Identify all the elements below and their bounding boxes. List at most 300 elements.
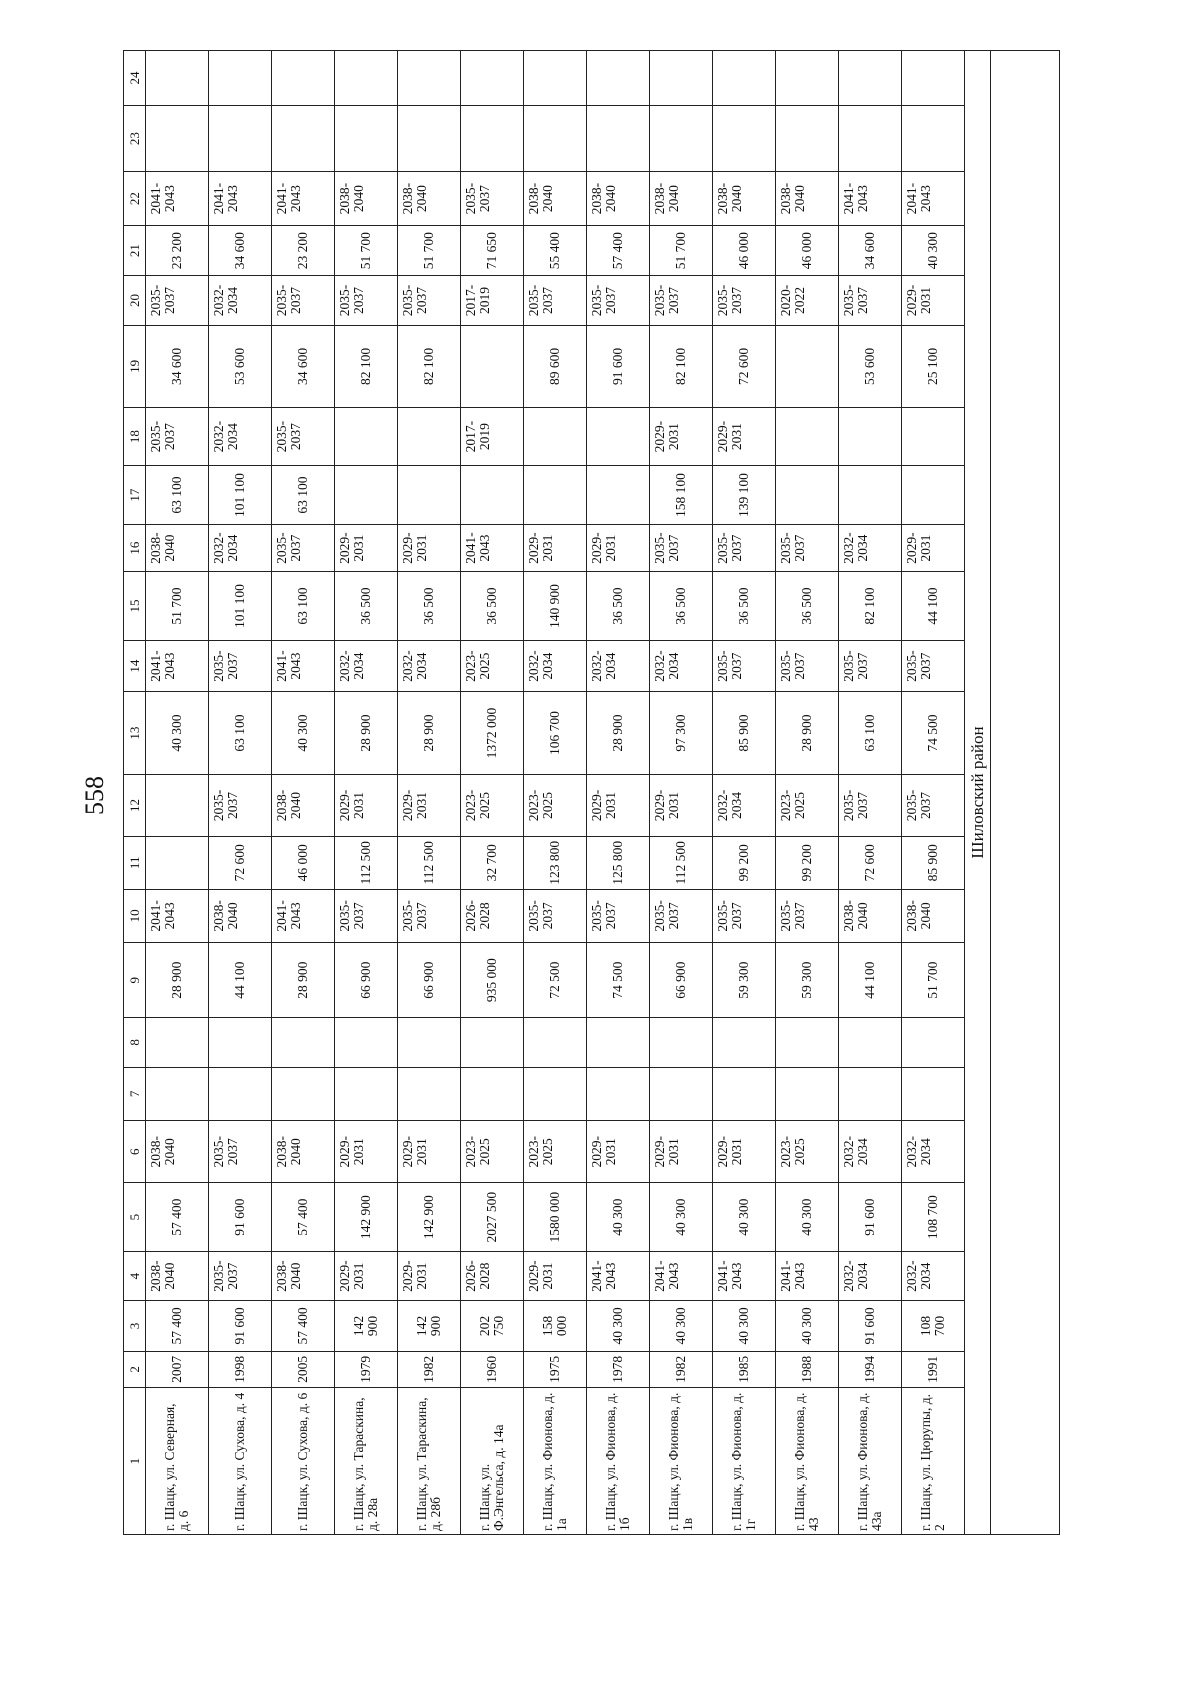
- column-number-5: 5: [124, 1183, 146, 1252]
- amount-cell: 55 400: [524, 225, 587, 275]
- year-cell: 1988: [776, 1351, 839, 1387]
- amount-cell: [335, 466, 398, 525]
- period-cell: 2035-2037: [587, 276, 650, 325]
- amount-cell: 82 100: [839, 572, 902, 641]
- period-cell: 2041-2043: [650, 1251, 713, 1300]
- period-cell: 2035-2037: [524, 889, 587, 943]
- period-cell: [839, 1018, 902, 1067]
- amount-cell: 40 300: [776, 1301, 839, 1351]
- amount-cell: 91 600: [587, 325, 650, 408]
- period-cell: 2032-2034: [209, 276, 272, 325]
- period-cell: 2029-2031: [650, 774, 713, 836]
- amount-cell: 82 100: [398, 325, 461, 408]
- amount-cell: [335, 105, 398, 171]
- period-cell: 2035-2037: [713, 889, 776, 943]
- period-cell: 2035-2037: [272, 525, 335, 572]
- amount-cell: 28 900: [146, 943, 209, 1018]
- amount-cell: 40 300: [713, 1301, 776, 1351]
- period-cell: 2032-2034: [587, 640, 650, 691]
- amount-cell: 63 100: [209, 692, 272, 775]
- address-cell: г. Шацк, ул. Фионова, д. 43а: [839, 1388, 902, 1535]
- period-cell: 2035-2037: [650, 276, 713, 325]
- period-cell: 2035-2037: [902, 640, 965, 691]
- period-cell: 2035-2037: [209, 774, 272, 836]
- period-cell: 2035-2037: [146, 276, 209, 325]
- period-cell: 2038-2040: [398, 172, 461, 226]
- amount-cell: 89 600: [524, 325, 587, 408]
- amount-cell: 36 500: [398, 572, 461, 641]
- period-cell: 2020-2022: [776, 276, 839, 325]
- period-cell: 2023-2025: [461, 1121, 524, 1183]
- amount-cell: 51 700: [650, 225, 713, 275]
- amount-cell: 202 750: [461, 1301, 524, 1351]
- period-cell: [209, 1018, 272, 1067]
- year-cell: 1994: [839, 1351, 902, 1387]
- amount-cell: 57 400: [272, 1183, 335, 1252]
- address-cell: г. Шацк, ул. Северная, д. 6: [146, 1388, 209, 1535]
- amount-cell: 63 100: [839, 692, 902, 775]
- period-cell: 2017-2019: [461, 276, 524, 325]
- period-cell: 2035-2037: [146, 408, 209, 466]
- amount-cell: 51 700: [902, 943, 965, 1018]
- column-number-11: 11: [124, 837, 146, 890]
- period-cell: 2035-2037: [587, 889, 650, 943]
- period-cell: [839, 51, 902, 106]
- year-cell: 1979: [335, 1351, 398, 1387]
- period-cell: 2035-2037: [650, 525, 713, 572]
- amount-cell: [839, 1067, 902, 1121]
- amount-cell: 44 100: [902, 572, 965, 641]
- period-cell: 2029-2031: [650, 408, 713, 466]
- address-cell: г. Шацк, ул. Фионова, д. 1б: [587, 1388, 650, 1535]
- amount-cell: 85 900: [713, 692, 776, 775]
- amount-cell: 99 200: [713, 837, 776, 890]
- period-cell: 2029-2031: [713, 408, 776, 466]
- amount-cell: 106 700: [524, 692, 587, 775]
- table-body: [124, 51, 1060, 1535]
- table-row: [524, 51, 587, 1535]
- amount-cell: 53 600: [839, 325, 902, 408]
- period-cell: 2035-2037: [524, 276, 587, 325]
- period-cell: 2035-2037: [713, 640, 776, 691]
- amount-cell: 40 300: [650, 1301, 713, 1351]
- period-cell: 2038-2040: [272, 1251, 335, 1300]
- period-cell: [524, 51, 587, 106]
- period-cell: 2038-2040: [146, 525, 209, 572]
- period-cell: 2032-2034: [335, 640, 398, 691]
- period-cell: 2035-2037: [335, 276, 398, 325]
- column-number-7: 7: [124, 1067, 146, 1121]
- amount-cell: 23 200: [272, 225, 335, 275]
- period-cell: 2029-2031: [398, 525, 461, 572]
- period-cell: 2038-2040: [650, 172, 713, 226]
- table-row: [335, 51, 398, 1535]
- period-cell: 2038-2040: [713, 172, 776, 226]
- amount-cell: 40 300: [146, 692, 209, 775]
- amount-cell: 40 300: [776, 1183, 839, 1252]
- amount-cell: 36 500: [776, 572, 839, 641]
- period-cell: [902, 408, 965, 466]
- period-cell: 2032-2034: [524, 640, 587, 691]
- amount-cell: [839, 105, 902, 171]
- amount-cell: 40 300: [587, 1183, 650, 1252]
- amount-cell: 142 900: [398, 1301, 461, 1351]
- amount-cell: [461, 1067, 524, 1121]
- column-number-16: 16: [124, 525, 146, 572]
- period-cell: 2041-2043: [587, 1251, 650, 1300]
- column-number-2: 2: [124, 1351, 146, 1387]
- amount-cell: 72 600: [839, 837, 902, 890]
- amount-cell: [902, 105, 965, 171]
- address-cell: г. Шацк, ул. Сухова, д. 6: [272, 1388, 335, 1535]
- year-cell: 1978: [587, 1351, 650, 1387]
- year-cell: 1982: [650, 1351, 713, 1387]
- period-cell: 2035-2037: [398, 276, 461, 325]
- period-cell: [587, 1018, 650, 1067]
- amount-cell: 36 500: [713, 572, 776, 641]
- amount-cell: [461, 466, 524, 525]
- amount-cell: 101 100: [209, 572, 272, 641]
- period-cell: 2035-2037: [902, 774, 965, 836]
- period-cell: 2038-2040: [902, 889, 965, 943]
- amount-cell: 2027 500: [461, 1183, 524, 1252]
- amount-cell: 91 600: [209, 1301, 272, 1351]
- amount-cell: 91 600: [839, 1301, 902, 1351]
- period-cell: 2029-2031: [398, 1251, 461, 1300]
- period-cell: 2041-2043: [146, 640, 209, 691]
- amount-cell: 63 100: [146, 466, 209, 525]
- period-cell: [650, 51, 713, 106]
- period-cell: 2032-2034: [839, 1251, 902, 1300]
- period-cell: 2038-2040: [146, 1251, 209, 1300]
- column-number-8: 8: [124, 1018, 146, 1067]
- amount-cell: 74 500: [902, 692, 965, 775]
- address-cell: г. Шацк, ул. Тараскина, д. 28б: [398, 1388, 461, 1535]
- period-cell: 2041-2043: [209, 172, 272, 226]
- period-cell: 2032-2034: [398, 640, 461, 691]
- empty-row: [991, 51, 1060, 1535]
- amount-cell: [713, 105, 776, 171]
- amount-cell: 36 500: [587, 572, 650, 641]
- amount-cell: [587, 105, 650, 171]
- amount-cell: 51 700: [398, 225, 461, 275]
- period-cell: [461, 51, 524, 106]
- amount-cell: 123 800: [524, 837, 587, 890]
- period-cell: 2035-2037: [776, 525, 839, 572]
- period-cell: 2041-2043: [713, 1251, 776, 1300]
- amount-cell: [776, 325, 839, 408]
- period-cell: 2032-2034: [209, 525, 272, 572]
- amount-cell: 85 900: [902, 837, 965, 890]
- period-cell: 2038-2040: [209, 889, 272, 943]
- period-cell: 2029-2031: [713, 1121, 776, 1183]
- amount-cell: 72 600: [209, 837, 272, 890]
- amount-cell: [902, 1067, 965, 1121]
- period-cell: 2035-2037: [209, 1121, 272, 1183]
- period-cell: [272, 1018, 335, 1067]
- period-cell: [209, 51, 272, 106]
- amount-cell: 59 300: [713, 943, 776, 1018]
- empty-cell: [991, 51, 1060, 1535]
- amount-cell: 44 100: [839, 943, 902, 1018]
- amount-cell: 57 400: [146, 1301, 209, 1351]
- table-row: [461, 51, 524, 1535]
- period-cell: 2041-2043: [272, 172, 335, 226]
- column-number-15: 15: [124, 572, 146, 641]
- table-row: [587, 51, 650, 1535]
- amount-cell: 91 600: [839, 1183, 902, 1252]
- amount-cell: 28 900: [398, 692, 461, 775]
- table-row: [398, 51, 461, 1535]
- district-label: Шиловский район: [965, 51, 991, 1535]
- amount-cell: 36 500: [335, 572, 398, 641]
- column-number-4: 4: [124, 1251, 146, 1300]
- period-cell: 2026-2028: [461, 889, 524, 943]
- amount-cell: 51 700: [335, 225, 398, 275]
- amount-cell: 140 900: [524, 572, 587, 641]
- period-cell: [146, 51, 209, 106]
- amount-cell: 66 900: [335, 943, 398, 1018]
- period-cell: 2041-2043: [146, 889, 209, 943]
- period-cell: 2035-2037: [776, 640, 839, 691]
- period-cell: 2029-2031: [587, 525, 650, 572]
- period-cell: 2032-2034: [650, 640, 713, 691]
- period-cell: [398, 51, 461, 106]
- address-cell: г. Шацк, ул. Фионова, д. 1в: [650, 1388, 713, 1535]
- amount-cell: 46 000: [713, 225, 776, 275]
- period-cell: 2041-2043: [146, 172, 209, 226]
- amount-cell: 158 100: [650, 466, 713, 525]
- period-cell: 2023-2025: [461, 774, 524, 836]
- period-cell: [272, 51, 335, 106]
- amount-cell: 40 300: [713, 1183, 776, 1252]
- amount-cell: 40 300: [272, 692, 335, 775]
- period-cell: 2035-2037: [209, 640, 272, 691]
- amount-cell: 139 100: [713, 466, 776, 525]
- period-cell: 2023-2025: [461, 640, 524, 691]
- period-cell: 2041-2043: [272, 889, 335, 943]
- period-cell: [902, 1018, 965, 1067]
- year-cell: 1960: [461, 1351, 524, 1387]
- data-table: [123, 50, 1060, 1535]
- amount-cell: 71 650: [461, 225, 524, 275]
- column-number-10: 10: [124, 889, 146, 943]
- table-row: [272, 51, 335, 1535]
- amount-cell: [776, 1067, 839, 1121]
- period-cell: [524, 408, 587, 466]
- amount-cell: 28 900: [587, 692, 650, 775]
- amount-cell: [335, 1067, 398, 1121]
- column-number-22: 22: [124, 172, 146, 226]
- amount-cell: 46 000: [272, 837, 335, 890]
- period-cell: [398, 408, 461, 466]
- amount-cell: [524, 466, 587, 525]
- year-cell: 1982: [398, 1351, 461, 1387]
- column-number-21: 21: [124, 225, 146, 275]
- column-number-row: [124, 51, 146, 1535]
- period-cell: 2029-2031: [335, 1121, 398, 1183]
- amount-cell: [650, 1067, 713, 1121]
- period-cell: 2032-2034: [713, 774, 776, 836]
- period-cell: [776, 1018, 839, 1067]
- amount-cell: 72 600: [713, 325, 776, 408]
- column-number-12: 12: [124, 774, 146, 836]
- amount-cell: 108 700: [902, 1301, 965, 1351]
- amount-cell: 101 100: [209, 466, 272, 525]
- period-cell: 2029-2031: [398, 774, 461, 836]
- year-cell: 2007: [146, 1351, 209, 1387]
- period-cell: [776, 51, 839, 106]
- amount-cell: 44 100: [209, 943, 272, 1018]
- amount-cell: 59 300: [776, 943, 839, 1018]
- period-cell: [902, 51, 965, 106]
- amount-cell: [146, 837, 209, 890]
- period-cell: [146, 774, 209, 836]
- period-cell: 2035-2037: [839, 276, 902, 325]
- amount-cell: 112 500: [335, 837, 398, 890]
- period-cell: 2029-2031: [650, 1121, 713, 1183]
- amount-cell: 34 600: [209, 225, 272, 275]
- amount-cell: 82 100: [335, 325, 398, 408]
- period-cell: [461, 1018, 524, 1067]
- amount-cell: 51 700: [146, 572, 209, 641]
- column-number-19: 19: [124, 325, 146, 408]
- amount-cell: 1372 000: [461, 692, 524, 775]
- amount-cell: 46 000: [776, 225, 839, 275]
- period-cell: 2035-2037: [839, 774, 902, 836]
- period-cell: [398, 1018, 461, 1067]
- period-cell: 2035-2037: [272, 408, 335, 466]
- period-cell: 2029-2031: [335, 1251, 398, 1300]
- amount-cell: [902, 466, 965, 525]
- amount-cell: [398, 466, 461, 525]
- period-cell: 2035-2037: [209, 1251, 272, 1300]
- amount-cell: 1580 000: [524, 1183, 587, 1252]
- period-cell: 2029-2031: [902, 525, 965, 572]
- amount-cell: 57 400: [587, 225, 650, 275]
- amount-cell: 63 100: [272, 466, 335, 525]
- period-cell: [587, 51, 650, 106]
- amount-cell: 66 900: [398, 943, 461, 1018]
- amount-cell: 142 900: [335, 1183, 398, 1252]
- table-row: [776, 51, 839, 1535]
- amount-cell: 112 500: [398, 837, 461, 890]
- column-number-3: 3: [124, 1301, 146, 1351]
- amount-cell: 40 300: [650, 1183, 713, 1252]
- column-number-13: 13: [124, 692, 146, 775]
- period-cell: 2029-2031: [335, 774, 398, 836]
- table-row: [839, 51, 902, 1535]
- year-cell: 1975: [524, 1351, 587, 1387]
- column-number-24: 24: [124, 51, 146, 106]
- period-cell: 2038-2040: [272, 1121, 335, 1183]
- period-cell: 2029-2031: [587, 774, 650, 836]
- period-cell: [839, 408, 902, 466]
- address-cell: г. Шацк, ул. Фионова, д. 1г: [713, 1388, 776, 1535]
- address-cell: г. Шацк, ул. Сухова, д. 4: [209, 1388, 272, 1535]
- amount-cell: [587, 1067, 650, 1121]
- period-cell: 2032-2034: [902, 1251, 965, 1300]
- district-row: [965, 51, 991, 1535]
- period-cell: 2029-2031: [524, 1251, 587, 1300]
- amount-cell: [776, 466, 839, 525]
- amount-cell: [839, 466, 902, 525]
- amount-cell: 72 500: [524, 943, 587, 1018]
- amount-cell: [146, 1067, 209, 1121]
- period-cell: 2035-2037: [398, 889, 461, 943]
- period-cell: 2032-2034: [839, 525, 902, 572]
- period-cell: 2029-2031: [398, 1121, 461, 1183]
- column-number-20: 20: [124, 276, 146, 325]
- amount-cell: 36 500: [461, 572, 524, 641]
- period-cell: 2026-2028: [461, 1251, 524, 1300]
- table-row: [713, 51, 776, 1535]
- period-cell: 2032-2034: [209, 408, 272, 466]
- amount-cell: 36 500: [650, 572, 713, 641]
- period-cell: [335, 1018, 398, 1067]
- period-cell: [335, 408, 398, 466]
- address-cell: г. Шацк, ул. Фионова, д. 1а: [524, 1388, 587, 1535]
- amount-cell: [587, 466, 650, 525]
- amount-cell: 40 300: [587, 1301, 650, 1351]
- table-row: [650, 51, 713, 1535]
- period-cell: 2035-2037: [839, 640, 902, 691]
- amount-cell: 142 900: [335, 1301, 398, 1351]
- amount-cell: [209, 1067, 272, 1121]
- amount-cell: 158 000: [524, 1301, 587, 1351]
- period-cell: 2023-2025: [524, 1121, 587, 1183]
- amount-cell: [776, 105, 839, 171]
- period-cell: 2035-2037: [461, 172, 524, 226]
- column-number-6: 6: [124, 1121, 146, 1183]
- period-cell: 2035-2037: [650, 889, 713, 943]
- period-cell: 2035-2037: [335, 889, 398, 943]
- period-cell: 2041-2043: [902, 172, 965, 226]
- period-cell: [587, 408, 650, 466]
- rotated-table-container: [123, 50, 1060, 1535]
- address-cell: г. Шацк, ул. Цюрупы, д. 2: [902, 1388, 965, 1535]
- year-cell: 1991: [902, 1351, 965, 1387]
- amount-cell: 23 200: [146, 225, 209, 275]
- period-cell: 2029-2031: [587, 1121, 650, 1183]
- table-row: [209, 51, 272, 1535]
- column-number-9: 9: [124, 943, 146, 1018]
- page-number: 558: [80, 776, 109, 815]
- period-cell: 2029-2031: [902, 276, 965, 325]
- period-cell: [524, 1018, 587, 1067]
- amount-cell: [524, 1067, 587, 1121]
- period-cell: 2041-2043: [776, 1251, 839, 1300]
- amount-cell: 112 500: [650, 837, 713, 890]
- amount-cell: 74 500: [587, 943, 650, 1018]
- period-cell: [335, 51, 398, 106]
- period-cell: 2038-2040: [524, 172, 587, 226]
- amount-cell: 32 700: [461, 837, 524, 890]
- amount-cell: 82 100: [650, 325, 713, 408]
- period-cell: [146, 1018, 209, 1067]
- period-cell: [650, 1018, 713, 1067]
- amount-cell: 34 600: [146, 325, 209, 408]
- amount-cell: [209, 105, 272, 171]
- period-cell: 2038-2040: [272, 774, 335, 836]
- period-cell: 2029-2031: [524, 525, 587, 572]
- period-cell: 2023-2025: [524, 774, 587, 836]
- amount-cell: 57 400: [146, 1183, 209, 1252]
- amount-cell: 91 600: [209, 1183, 272, 1252]
- amount-cell: 34 600: [839, 225, 902, 275]
- amount-cell: 142 900: [398, 1183, 461, 1252]
- amount-cell: [461, 325, 524, 408]
